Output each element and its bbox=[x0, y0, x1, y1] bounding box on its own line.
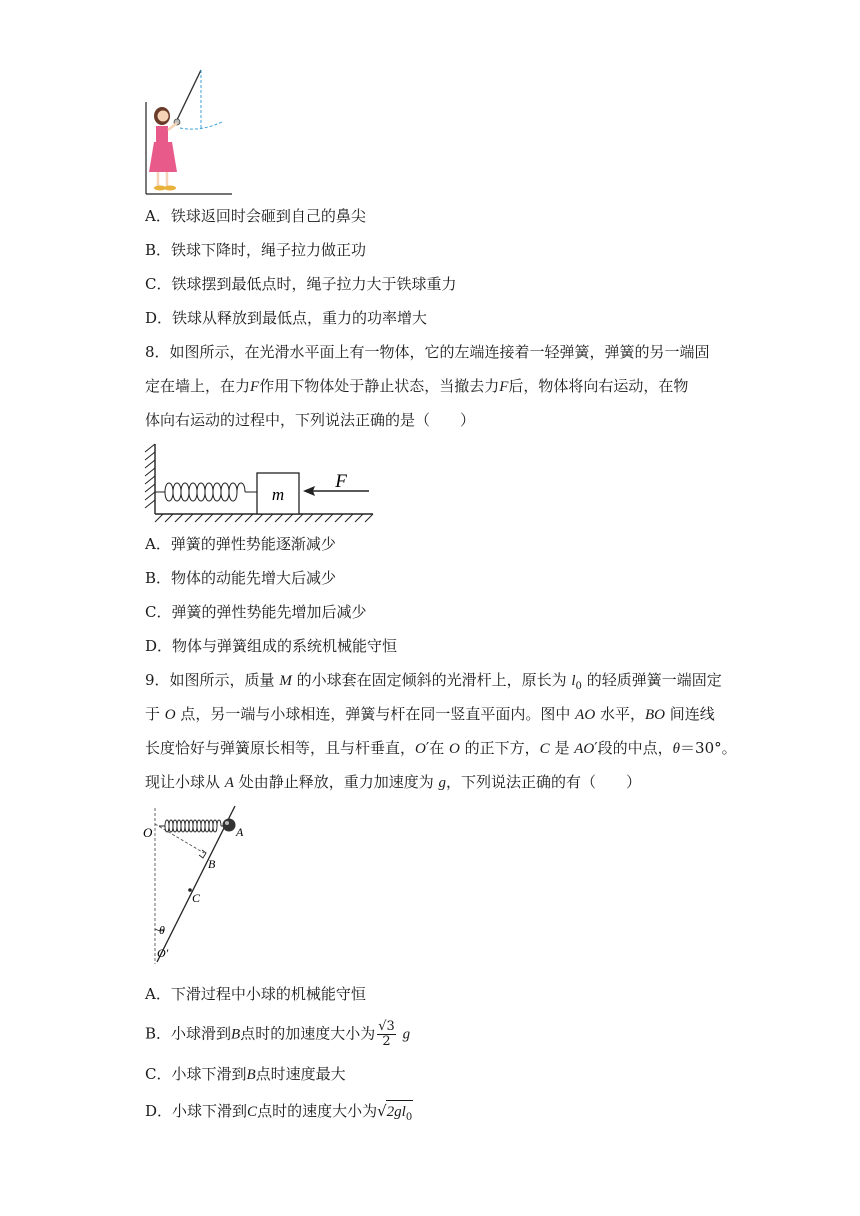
label-o-prime: O′ bbox=[157, 946, 169, 960]
q9-stem-line-2: 于 O 点，另一端与小球相连，弹簧与杆在同一竖直平面内。图中 AO 水平，BO 间连线 bbox=[145, 705, 715, 723]
q8-stem-line-2: 定在墙上，在力F作用下物体处于静止状态，当撤去力F后，物体将向右运动，在物 bbox=[145, 377, 689, 395]
q9-stem-line-3: 长度恰好与弹簧原长相等，且与杆垂直，O′在 O 的正下方，C 是 AO′段的中点，θ＝30°。 bbox=[145, 739, 737, 757]
q9-option-b: B．小球滑到B点时的加速度大小为 $\frac{√3}{2}$ g bbox=[145, 1019, 411, 1049]
block-mass-label: m bbox=[271, 485, 285, 504]
label-theta: θ bbox=[159, 923, 165, 937]
q9-option-a: A．下滑过程中小球的机械能守恒 bbox=[145, 985, 366, 1003]
girl-pendulum-figure bbox=[140, 66, 240, 198]
spring-block-figure bbox=[143, 442, 378, 524]
q8-stem-line-1: 8．如图所示，在光滑水平面上有一物体，它的左端连接着一轻弹簧，弹簧的另一端固 bbox=[145, 343, 710, 361]
q9-option-d: D．小球下滑到C点时的速度大小为$√2gl_0$ bbox=[145, 1100, 413, 1128]
q9-stem-line-1: 9．如图所示，质量 M 的小球套在固定倾斜的光滑杆上，原长为 $l_0$ 的轻质弹簧一端固定 bbox=[145, 671, 722, 692]
q8-option-a: A．弹簧的弹性势能逐渐减少 bbox=[145, 535, 336, 553]
q8-stem-line-3: 体向右运动的过程中，下列说法正确的是（ ） bbox=[145, 411, 476, 429]
q9-option-c: C．小球下滑到B点时速度最大 bbox=[145, 1065, 346, 1083]
label-a: A bbox=[236, 825, 244, 839]
q7-option-b: B．铁球下降时，绳子拉力做正功 bbox=[145, 241, 367, 259]
incline-rod-figure bbox=[140, 804, 260, 970]
q7-option-d: D．铁球从释放到最低点，重力的功率增大 bbox=[145, 309, 428, 327]
force-label: F bbox=[335, 471, 347, 492]
q8-option-d: D．物体与弹簧组成的系统机械能守恒 bbox=[145, 637, 398, 655]
label-c: C bbox=[192, 891, 201, 905]
q9-stem-line-4: 现让小球从 A 处由静止释放，重力加速度为 g，下列说法正确的有（ ） bbox=[145, 773, 642, 791]
q7-option-c: C．铁球摆到最低点时，绳子拉力大于铁球重力 bbox=[145, 275, 457, 293]
label-o: O bbox=[143, 825, 153, 840]
sqrt-expression: $√2gl_0$ bbox=[377, 1102, 413, 1120]
q8-option-b: B．物体的动能先增大后减少 bbox=[145, 569, 337, 587]
q8-option-c: C．弹簧的弹性势能先增加后减少 bbox=[145, 603, 367, 621]
q7-option-a: A．铁球返回时会砸到自己的鼻尖 bbox=[145, 207, 366, 225]
fraction-sqrt3-over-2: $\frac{√3}{2}$ bbox=[378, 1019, 395, 1049]
label-b: B bbox=[208, 857, 216, 871]
